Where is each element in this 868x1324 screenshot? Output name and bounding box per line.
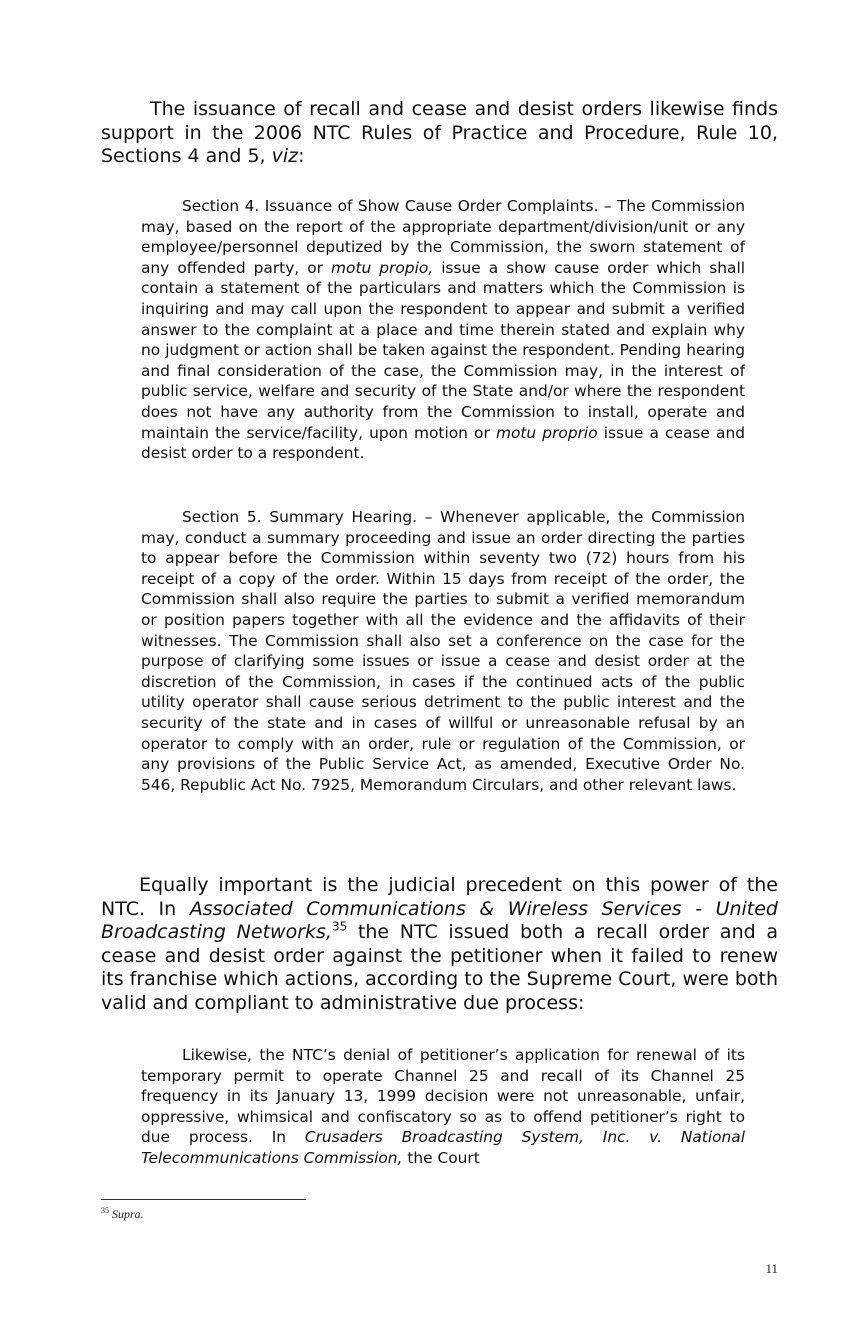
quote-italic-text: motu propio, — [331, 258, 434, 277]
footnote-text: Supra. — [112, 1207, 144, 1221]
quote-text: Likewise, the NTC’s denial of petitioner’s application for renewal of its temporary permit to operate Channel 25 and recall of its Channel 25 frequency in its January 13, 1999 decision were not unreasonable, unfair, oppressive, whimsical and confiscatory so as to offend petitioner’s right to due process. In — [141, 1046, 745, 1147]
paragraph-italic-text: viz — [271, 145, 299, 167]
paragraph-italic-text: Associated Communications & Wireless Services - United Broadcasting Networks, — [101, 897, 778, 943]
paragraph-text: : — [298, 145, 305, 167]
quote-text: the Court — [402, 1148, 480, 1167]
quote-italic-text: Crusaders Broadcasting System, Inc. v. National Telecommunications Commission, — [141, 1128, 745, 1167]
block-quote-likewise — [141, 1045, 745, 1169]
body-paragraph-judicial-precedent — [101, 874, 778, 1015]
quote-text: Section 5. Summary Hearing. – Whenever applicable, the Commission may, conduct a summary proceeding and issue an order directing the parties to appear before the Commission within seventy two (72) hours from his receipt of a copy of the order. Within 15 days from receipt of the order, the Commission shall also require the parties to submit a verified memorandum or position papers together with all the evidence and the affidavits of their witnesses. The Commission shall also set a conference on the case for the purpose of clarifying some issues or issue a cease and desist order at the discretion of the Commission, in cases if the continued acts of the public utility operator shall cause serious detriment to the public interest and the security of the state and in cases of willful or unreasonable refusal by an operator to comply with an order, rule or regulation of the Commission, or any provisions of the Public Service Act, as amended, Executive Order No. 546, Republic Act No. 7925, Memorandum Circulars, and other relevant laws. — [141, 508, 745, 794]
block-quote-section-4 — [141, 196, 745, 464]
quote-text: issue a cease and desist order to a respondent. — [141, 423, 745, 463]
footnote — [101, 1207, 144, 1222]
paragraph-text: Equally important is the judicial precedent on this power of the NTC. In — [101, 874, 778, 920]
page-number: 11 — [765, 1261, 778, 1276]
quote-text: issue a show cause order which shall contain a statement of the particulars and matters which the Commission is inquiring and may call upon the respondent to appear and submit a verified answer to the complaint at a place and time therein stated and explain why no judgment or action shall be taken against the respondent. Pending hearing and final consideration of the case, the Commission may, in the interest of public service, welfare and security of the State and/or where the respondent does not have any authority from the Commission to install, operate and maintain the service/facility, upon motion or — [141, 258, 746, 442]
footnote-number: 35 — [101, 1206, 109, 1215]
paragraph-text: the NTC issued both a recall order and a cease and desist order against the petitioner when it failed to renew its franchise which actions, according to the Supreme Court, were both valid and compliant to administrative due process: — [101, 921, 778, 1014]
block-quote-section-5 — [141, 507, 745, 795]
paragraph-text: The issuance of recall and cease and desist orders likewise finds support in the 2006 NTC Rules of Practice and Procedure, Rule 10, Sections 4 and 5, — [101, 98, 778, 167]
footnote-divider — [101, 1199, 306, 1200]
body-paragraph-recall-orders — [101, 98, 778, 169]
footnote-reference[interactable]: 35 — [331, 919, 348, 934]
quote-italic-text: motu proprio — [495, 423, 598, 442]
quote-text: Section 4. Issuance of Show Cause Order Complaints. – The Commission may, based on the report of the appropriate department/division/unit or any employee/personnel deputized by the Commission, the sworn statement of any offended party, or — [141, 197, 745, 277]
